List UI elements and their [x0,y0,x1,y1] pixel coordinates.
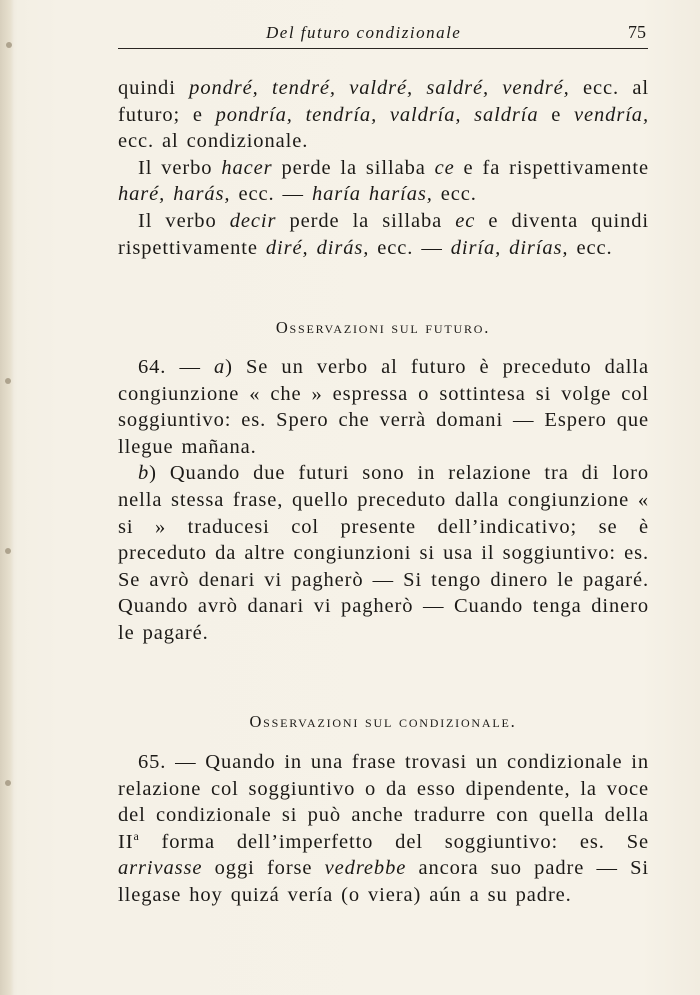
text-run: 64. — [138,356,214,378]
italic-run: hacer [221,156,273,179]
text-block-future-notes [118,354,649,647]
binding-hole-mark [6,42,12,48]
page-gutter-shadow [0,0,14,995]
binding-hole-mark [5,548,11,554]
italic-run: ec [455,209,476,232]
text-run: e diventa quindi rispettivamente [118,209,649,259]
paragraph-verb-hacer [118,155,649,208]
text-run: Il verbo [138,156,222,179]
binding-hole-mark [5,780,11,786]
text-run: ancora suo padre — Si llegase hoy quizá vería (o viera) aún a su padre. [118,857,649,906]
text-run: ecc. al condizionale. [118,130,309,153]
italic-run: haría harías, [311,183,433,206]
superscript-run: a [133,828,140,843]
text-run: quindi [118,77,190,99]
text-run: oggi forse [202,857,325,880]
section-heading-conditional: Osservazioni sul condizionale. [249,712,517,731]
italic-run: diré, dirás, [265,236,370,259]
text-run: ecc. — [369,236,451,259]
text-run: ecc. [432,183,477,206]
text-run: e [538,103,575,126]
italic-run: a [213,356,226,378]
text-run: forma dell’imperfetto del soggiuntivo: es. Se [139,830,649,853]
italic-run: decir [229,209,277,232]
page-number: 75 [628,22,646,42]
text-run: ) Se un verbo al futuro è preceduto dalla congiunzione « che » espressa o sottintesa si volge col soggiuntivo: es. Spero che verrà domani — Espero que llegue mañana. [118,356,649,458]
italic-run: b [138,462,150,485]
running-title: Del futuro condizionale [266,23,462,42]
text-block-verbs [118,75,649,261]
text-run: Il verbo [138,209,230,232]
paragraph-future-conditional-forms [118,75,649,155]
running-header [118,20,648,49]
italic-run: ce [434,156,455,179]
text-block-conditional-notes [118,749,649,909]
italic-run: arrivasse [118,857,203,880]
italic-run: diría, dirías, [450,236,569,259]
italic-run: haré, harás, [118,183,231,206]
italic-run: vedrebbe [324,857,407,880]
text-run: perde la sillaba [272,156,435,179]
italic-run: pondría, tendría, valdría, saldría [215,103,539,126]
paragraph-64a [118,354,649,460]
section-heading-future: Osservazioni sul futuro. [275,318,491,337]
text-run: 65. — Quando in una frase trovasi un condizionale in relazione col soggiuntivo o da esso dipendente, la voce del condizionale si può anche tradurre con quella della II [118,751,649,853]
text-run: ecc. al futuro; e [118,77,649,126]
binding-hole-mark [5,378,11,384]
text-run: ) Quando due futuri sono in relazione tra di loro nella stessa frase, quello preceduto dalla congiunzione « si » traducesi col presente dell’indicativo; se è preceduto da altre congiunzioni si usa il soggiuntivo: es. Se avrò denari vi pagherò — Si tengo dinero le pagaré. Quando avrò danari vi pagherò — Cuando tenga dinero le pagaré. [118,462,649,644]
italic-run: pondré, tendré, valdré, saldré, vendré, [189,77,570,99]
paragraph-64b [118,460,649,646]
paragraph-65 [118,749,649,909]
italic-run: vendría, [574,103,649,126]
text-run: ecc. [568,236,613,259]
text-run: perde la sillaba [276,209,456,232]
text-run: ecc. — [230,183,312,206]
text-run: e fa rispettivamente [454,156,649,179]
paragraph-verb-decir [118,208,649,261]
